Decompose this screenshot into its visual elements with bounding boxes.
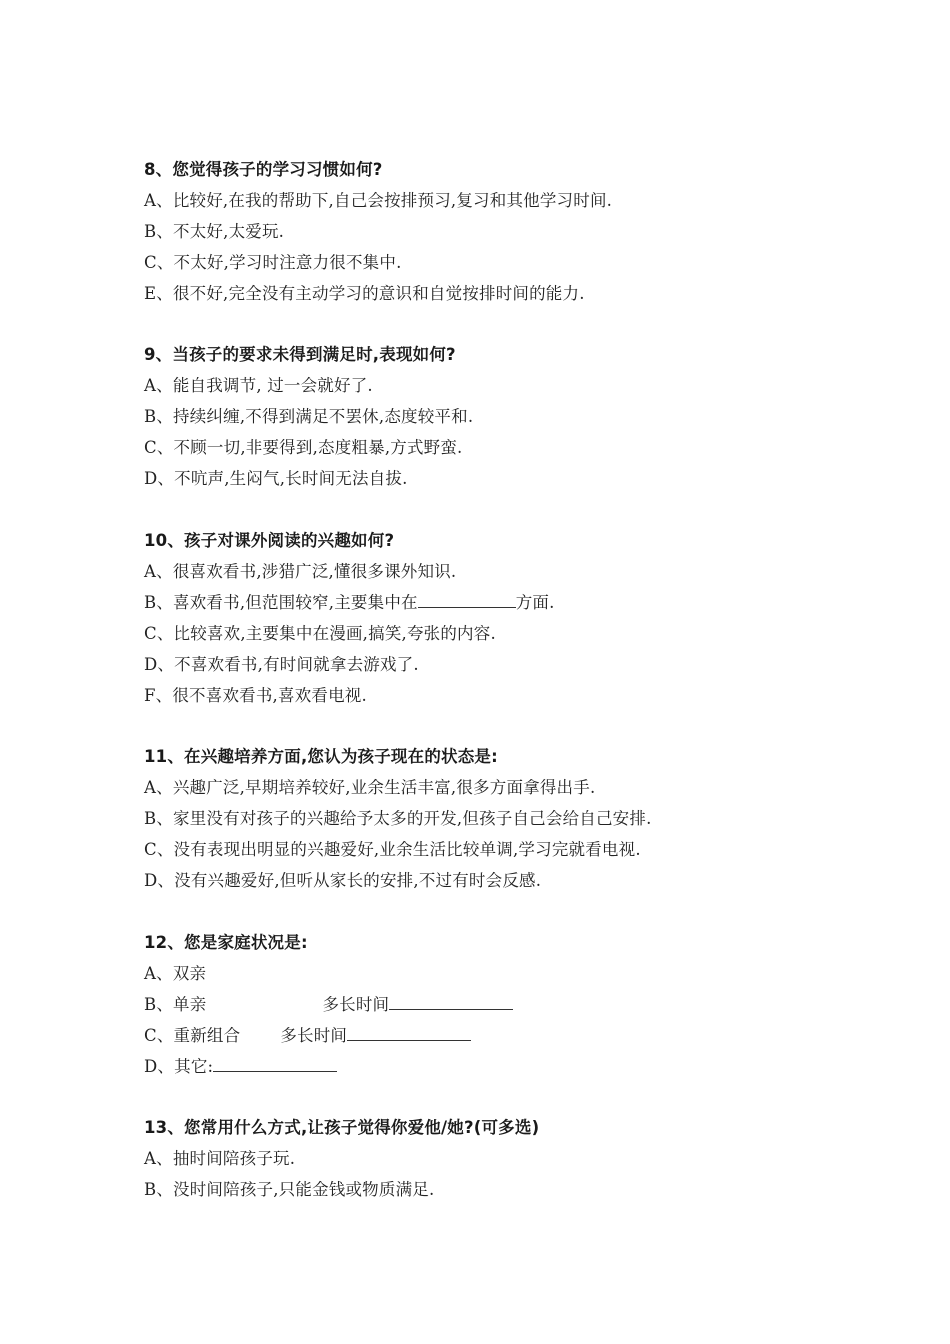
question-10 xyxy=(144,525,844,711)
option-c xyxy=(144,1020,844,1051)
option-b-text: B、喜欢看书,但范围较窄,主要集中在 xyxy=(144,593,418,612)
question-title: 9、当孩子的要求未得到满足时,表现如何? xyxy=(144,345,456,364)
option-d: D、没有兴趣爱好,但听从家长的安排,不过有时会反感. xyxy=(144,871,542,890)
duration-blank[interactable] xyxy=(389,991,513,1010)
option-c-text: C、重新组合 xyxy=(144,1026,241,1045)
option-d xyxy=(144,1051,844,1082)
question-title: 12、您是家庭状况是: xyxy=(144,933,308,952)
option-b-text: B、单亲 xyxy=(144,995,207,1014)
option-e: E、很不好,完全没有主动学习的意识和自觉按排时间的能力. xyxy=(144,284,585,303)
fill-in-blank[interactable] xyxy=(418,589,516,608)
option-b-suffix: 方面. xyxy=(515,593,555,612)
option-d-text: D、其它: xyxy=(144,1057,214,1076)
question-11 xyxy=(144,741,844,896)
question-title: 8、您觉得孩子的学习习惯如何? xyxy=(144,160,383,179)
option-a: A、比较好,在我的帮助下,自己会按排预习,复习和其他学习时间. xyxy=(144,191,613,210)
option-c: C、不太好,学习时注意力很不集中. xyxy=(144,253,402,272)
option-c: C、没有表现出明显的兴趣爱好,业余生活比较单调,学习完就看电视. xyxy=(144,840,641,859)
duration-label: 多长时间 xyxy=(322,995,390,1014)
duration-label: 多长时间 xyxy=(280,1026,348,1045)
option-d: D、不喜欢看书,有时间就拿去游戏了. xyxy=(144,655,419,674)
duration-blank[interactable] xyxy=(347,1022,471,1041)
question-title: 11、在兴趣培养方面,您认为孩子现在的状态是: xyxy=(144,747,498,766)
option-b: B、持续纠缠,不得到满足不罢休,态度较平和. xyxy=(144,407,474,426)
option-a: A、抽时间陪孩子玩. xyxy=(144,1149,296,1168)
question-12 xyxy=(144,927,844,1082)
option-b: B、不太好,太爱玩. xyxy=(144,222,285,241)
question-title: 10、孩子对课外阅读的兴趣如何? xyxy=(144,531,395,550)
option-a: A、能自我调节, 过一会就好了. xyxy=(144,376,373,395)
option-f: F、很不喜欢看书,喜欢看电视. xyxy=(144,686,367,705)
question-title: 13、您常用什么方式,让孩子觉得你爱他/她?(可多选) xyxy=(144,1118,540,1137)
question-13 xyxy=(144,1112,844,1205)
question-8 xyxy=(144,154,844,309)
other-blank[interactable] xyxy=(213,1053,337,1072)
option-d: D、不吭声,生闷气,长时间无法自拔. xyxy=(144,469,408,488)
option-b xyxy=(144,587,844,618)
option-a: A、双亲 xyxy=(144,964,207,983)
option-a: A、很喜欢看书,涉猎广泛,懂很多课外知识. xyxy=(144,562,457,581)
option-b xyxy=(144,989,844,1020)
option-a: A、兴趣广泛,早期培养较好,业余生活丰富,很多方面拿得出手. xyxy=(144,778,596,797)
option-b: B、家里没有对孩子的兴趣给予太多的开发,但孩子自己会给自己安排. xyxy=(144,809,652,828)
option-b: B、没时间陪孩子,只能金钱或物质满足. xyxy=(144,1180,435,1199)
question-9 xyxy=(144,339,844,494)
option-c: C、不顾一切,非要得到,态度粗暴,方式野蛮. xyxy=(144,438,463,457)
option-c: C、比较喜欢,主要集中在漫画,搞笑,夸张的内容. xyxy=(144,624,496,643)
